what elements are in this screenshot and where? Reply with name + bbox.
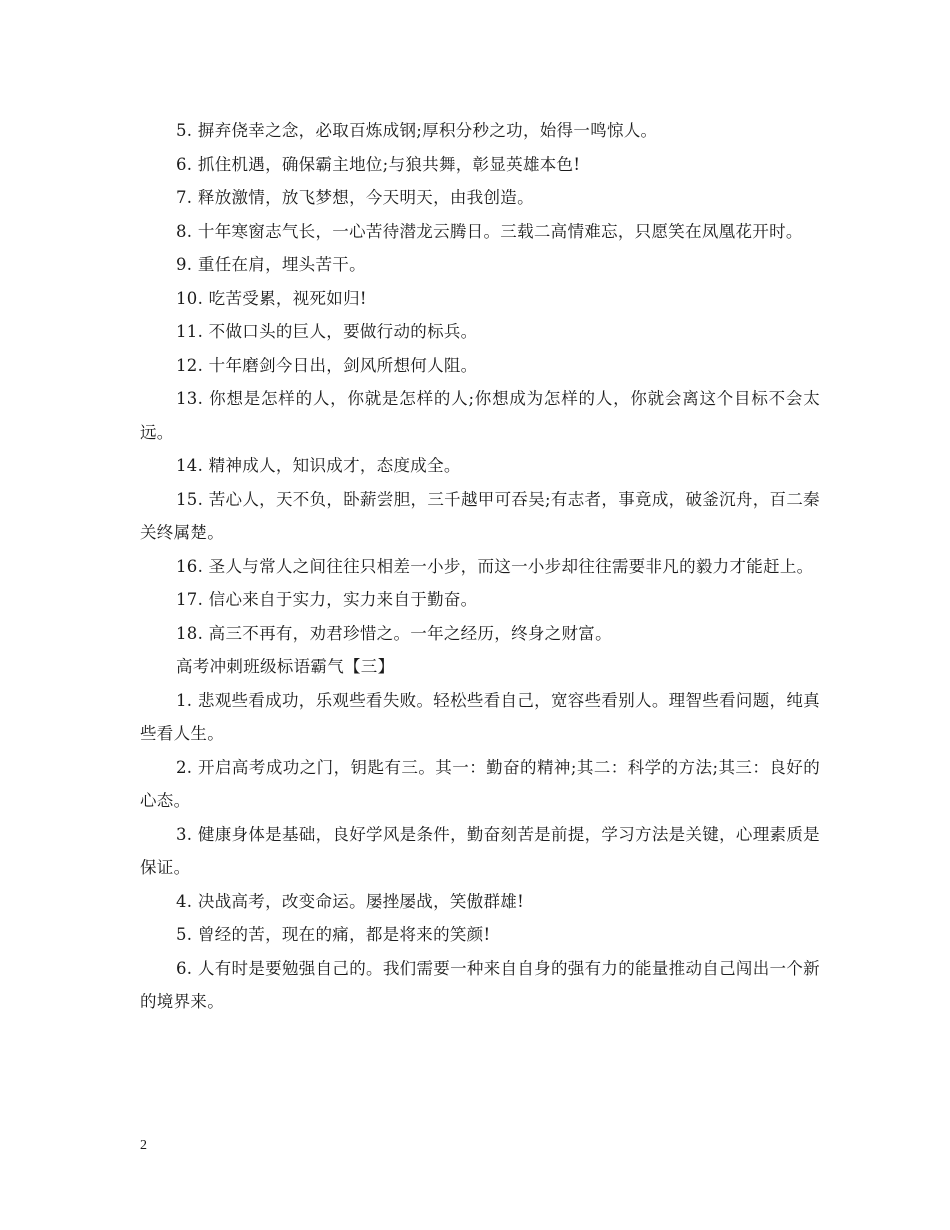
paragraph-item-8: 8. 十年寒窗志气长，一心苦待潜龙云腾日。三载二高情难忘，只愿笑在凤凰花开时。 [176, 221, 803, 241]
paragraph-item-15: 15. 苦心人，天不负，卧薪尝胆，三千越甲可吞吴;有志者，事竟成，破釜沉舟，百二秦关终属楚。 [140, 489, 820, 542]
paragraph-item-7: 7. 释放激情，放飞梦想，今天明天，由我创造。 [176, 188, 534, 207]
paragraph-item-2: 2. 开启高考成功之门，钥匙有三。其一：勤奋的精神;其二：科学的方法;其三：良好的心态。 [140, 757, 820, 810]
document-body [140, 114, 820, 1019]
paragraph-item-1: 1. 悲观些看成功，乐观些看失败。轻松些看自己，宽容些看别人。理智些看问题，纯真些看人生。 [140, 690, 820, 743]
paragraph-item-12: 12. 十年磨剑今日出，剑风所想何人阻。 [176, 355, 478, 375]
section-heading: 高考冲刺班级标语霸气【三】 [176, 657, 395, 676]
paragraph-item-13: 13. 你想是怎样的人，你就是怎样的人;你想成为怎样的人，你就会离这个目标不会太远。 [140, 389, 820, 442]
paragraph-item-18: 18. 高三不再有，劝君珍惜之。一年之经历，终身之财富。 [176, 623, 612, 643]
paragraph-item-5b: 5. 曾经的苦，现在的痛，都是将来的笑颜! [176, 925, 491, 944]
paragraph-item-16: 16. 圣人与常人之间往往只相差一小步，而这一小步却往往需要非凡的毅力才能赶上。 [176, 556, 814, 576]
page-number: 2 [140, 1138, 147, 1153]
paragraph-item-3: 3. 健康身体是基础，良好学风是条件，勤奋刻苦是前提，学习方法是关键，心理素质是保证。 [140, 824, 820, 877]
paragraph-item-10: 10. 吃苦受累，视死如归! [176, 288, 367, 308]
paragraph-item-5: 5. 摒弃侥幸之念，必取百炼成钢;厚积分秒之功，始得一鸣惊人。 [176, 121, 658, 140]
paragraph-item-4: 4. 决战高考，改变命运。屡挫屡战，笑傲群雄! [176, 891, 525, 911]
paragraph-item-6: 6. 抓住机遇，确保霸主地位;与狼共舞，彰显英雄本色! [176, 154, 581, 174]
paragraph-item-6b: 6. 人有时是要勉强自己的。我们需要一种来自自身的强有力的能量推动自己闯出一个新的境界来。 [140, 958, 820, 1011]
paragraph-item-14: 14. 精神成人，知识成才，态度成全。 [176, 456, 461, 475]
paragraph-item-17: 17. 信心来自于实力，实力来自于勤奋。 [176, 590, 478, 609]
paragraph-item-11: 11. 不做口头的巨人，要做行动的标兵。 [176, 322, 478, 341]
paragraph-item-9: 9. 重任在肩，埋头苦干。 [176, 255, 366, 274]
